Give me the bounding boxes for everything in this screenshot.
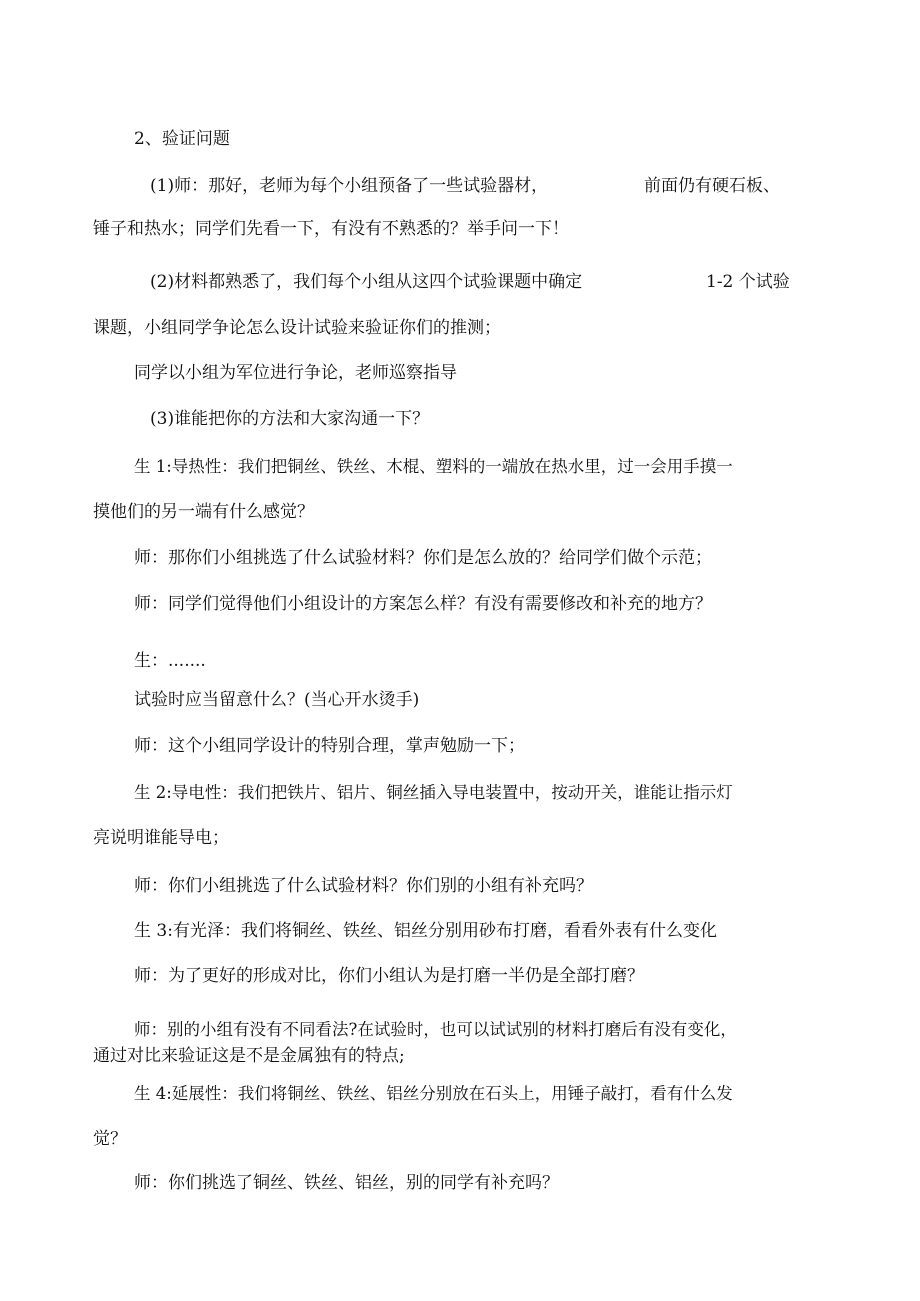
paragraph-6: 师：那你们小组挑选了什么试验材料？你们是怎么放的？给同学们做个示范； <box>134 548 712 568</box>
paragraph-3: 同学以小组为军位进行争论，老师巡察指导 <box>134 363 457 383</box>
paragraph-1-right: 前面仍有硬石板、 <box>644 176 780 196</box>
paragraph-14: 师：为了更好的形成对比，你们小组认为是打磨一半仍是全部打磨？ <box>134 966 644 986</box>
paragraph-5-line-2: 摸他们的另一端有什么感觉？ <box>93 502 314 522</box>
paragraph-15-line-1: 师：别的小组有没有不同看法?在试验时，也可以试试别的材料打磨后有没有变化， <box>134 1020 737 1039</box>
paragraph-1-left: (1)师：那好，老师为每个小组预备了一些试验器材， <box>150 176 549 196</box>
paragraph-15-line-2: 通过对比来验证这是不是金属独有的特点; <box>93 1046 405 1066</box>
paragraph-7: 师：同学们觉得他们小组设计的方案怎么样？有没有需要修改和补充的地方？ <box>134 594 712 614</box>
paragraph-17: 师：你们挑选了铜丝、铁丝、铝丝，别的同学有补充吗？ <box>134 1173 559 1193</box>
paragraph-11-line-2: 亮说明谁能导电； <box>93 828 229 848</box>
section-heading: 2、验证问题 <box>134 129 230 149</box>
paragraph-16-line-1: 生 4:延展性：我们将铜丝、铁丝、铝丝分别放在石头上，用锤子敲打，看有什么发 <box>134 1084 733 1103</box>
paragraph-2-line-2: 课题，小组同学争论怎么设计试验来验证你们的推测； <box>93 318 501 338</box>
paragraph-2-right: 1-2 个试验 <box>706 272 790 292</box>
paragraph-10: 师：这个小组同学设计的特别合理，掌声勉励一下； <box>134 736 525 756</box>
paragraph-9: 试验时应当留意什么？(当心开水烫手) <box>134 690 420 710</box>
paragraph-4: (3)谁能把你的方法和大家沟通一下？ <box>150 409 430 429</box>
paragraph-5-line-1: 生 1:导热性：我们把铜丝、铁丝、木棍、塑料的一端放在热水里，过一会用手摸一 <box>134 457 733 476</box>
paragraph-11-line-1: 生 2:导电性：我们把铁片、铝片、铜丝插入导电装置中，按动开关，谁能让指示灯 <box>134 783 733 802</box>
paragraph-12: 师：你们小组挑选了什么试验材料？你们别的小组有补充吗？ <box>134 876 593 896</box>
paragraph-13: 生 3:有光泽：我们将铜丝、铁丝、铝丝分别用砂布打磨，看看外表有什么变化 <box>134 921 717 941</box>
paragraph-8: 生：....... <box>134 651 206 671</box>
paragraph-1-line-2: 锤子和热水；同学们先看一下，有没有不熟悉的？举手问一下！ <box>93 219 569 239</box>
paragraph-2-left: (2)材料都熟悉了，我们每个小组从这四个试验课题中确定 <box>150 272 583 292</box>
paragraph-16-line-2: 觉？ <box>93 1129 127 1149</box>
